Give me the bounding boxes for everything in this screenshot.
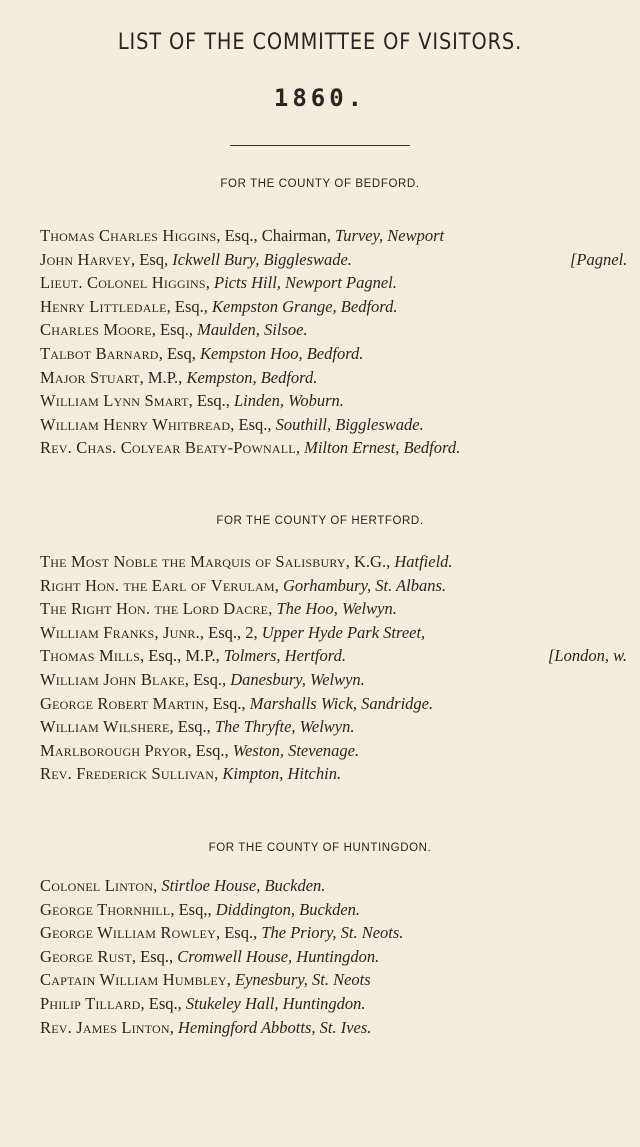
list-item: The Most Noble the Marquis of Salisbury, K.G., Hatfield. — [40, 552, 453, 571]
list-item: Thomas Mills, Esq., M.P., Tolmers, Hertford. [London, w. — [40, 646, 628, 666]
list-item: Thomas Charles Higgins, Esq., Chairman, Turvey, Newport — [40, 226, 445, 245]
list-item: Rev. Frederick Sullivan, Kimpton, Hitchin. — [40, 764, 342, 784]
section-heading-bedford: FOR THE COUNTY OF BEDFORD. — [220, 178, 420, 190]
list-item: Rev. James Linton, Hemingford Abbotts, St. Ives. — [40, 1017, 372, 1037]
list-item: Colonel Linton, Stirtloe House, Buckden. — [40, 876, 326, 895]
list-item: William Lynn Smart, Esq., Linden, Woburn. — [40, 391, 344, 411]
year-heading: 1860. — [273, 84, 367, 112]
list-item: William Henry Whitbread, Esq., Southill, Biggleswade. — [40, 414, 424, 434]
list-item: Henry Littledale, Esq., Kempston Grange, Bedford. — [40, 296, 398, 316]
divider-rule — [230, 145, 410, 146]
list-item: William Franks, Junr., Esq., 2, Upper Hyde Park Street, — [40, 622, 426, 642]
list-item: Lieut. Colonel Higgins, Picts Hill, Newport Pagnel. — [40, 273, 397, 293]
list-item: Captain William Humbley, Eynesbury, St. Neots — [40, 970, 371, 990]
section-heading-hertford: FOR THE COUNTY OF HERTFORD. — [216, 515, 424, 527]
list-item: George Robert Martin, Esq., Marshalls Wick, Sandridge. — [40, 693, 434, 713]
list-item: William Wilshere, Esq., The Thryfte, Welwyn. — [40, 717, 355, 737]
list-item: Philip Tillard, Esq., Stukeley Hall, Huntingdon. — [40, 993, 366, 1013]
list-item: William John Blake, Esq., Danesbury, Welwyn. — [40, 669, 365, 689]
entries-bedford — [40, 224, 640, 460]
list-item: Right Hon. the Earl of Verulam, Gorhambury, St. Albans. — [40, 575, 446, 595]
list-item: Rev. Chas. Colyear Beaty-Pownall, Milton Ernest, Bedford. — [40, 438, 461, 458]
list-item: John Harvey, Esq, Ickwell Bury, Biggleswade. [Pagnel. — [40, 249, 628, 269]
list-item: Charles Moore, Esq., Maulden, Silsoe. — [40, 320, 308, 340]
section-heading-huntingdon: FOR THE COUNTY OF HUNTINGDON. — [208, 842, 432, 854]
list-item: The Right Hon. the Lord Dacre, The Hoo, Welwyn. — [40, 599, 397, 619]
list-item: Major Stuart, M.P., Kempston, Bedford. — [40, 367, 318, 387]
list-item: George William Rowley, Esq., The Priory, St. Neots. — [40, 923, 404, 943]
entries-hertford — [40, 550, 640, 786]
list-item: Talbot Barnard, Esq, Kempston Hoo, Bedford. — [40, 343, 364, 363]
page-title: LIST OF THE COMMITTEE OF VISITORS. — [117, 30, 523, 55]
list-item: Marlborough Pryor, Esq., Weston, Stevenage. — [40, 740, 360, 760]
list-item: George Thornhill, Esq,, Diddington, Buckden. — [40, 899, 361, 919]
entries-huntingdon — [40, 874, 640, 1039]
list-item: George Rust, Esq., Cromwell House, Huntingdon. — [40, 946, 380, 966]
